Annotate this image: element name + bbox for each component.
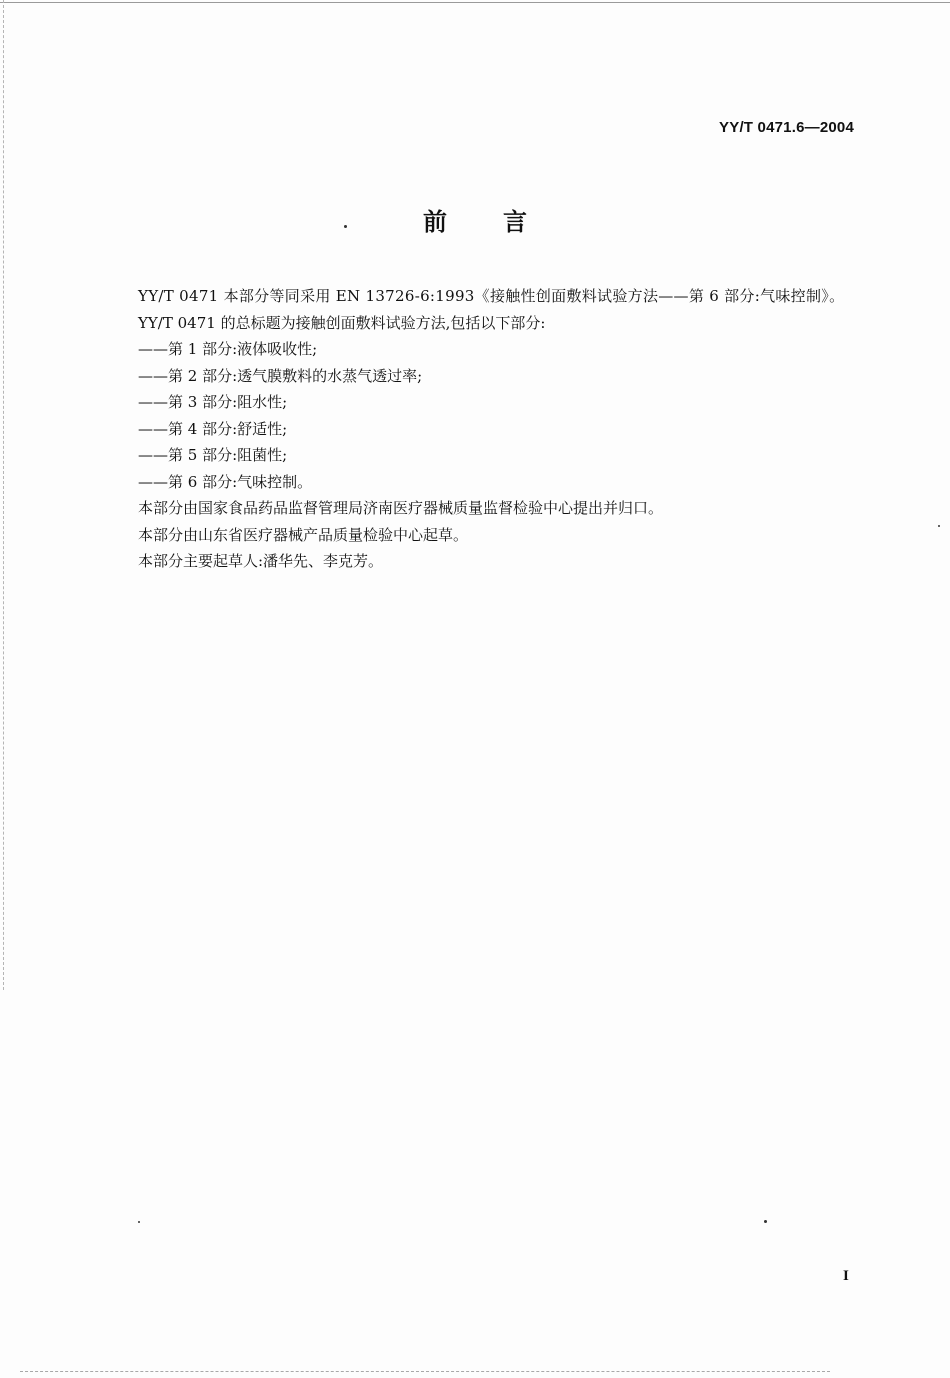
part-list-item: ——第 2 部分:透气膜敷料的水蒸气透过率; — [138, 366, 423, 385]
scan-edge-left — [3, 0, 4, 990]
scan-speck — [138, 1221, 140, 1223]
drafters-paragraph: 本部分主要起草人:潘华先、李克芳。 — [138, 552, 384, 570]
page-title: 前言 — [423, 208, 583, 236]
scan-speck — [764, 1220, 767, 1223]
scan-edge-top — [0, 2, 950, 3]
part-list-item: ——第 6 部分:气味控制。 — [138, 472, 313, 491]
adoption-paragraph: YY/T 0471 本部分等同采用 EN 13726-6:1993《接触性创面敷料试验方法——第 6 部分:气味控制》。 — [138, 287, 845, 305]
page-number: I — [843, 1268, 849, 1284]
part-list-item: ——第 3 部分:阻水性; — [138, 393, 288, 411]
proposer-paragraph: 本部分由国家食品药品监督管理局济南医疗器械质量监督检验中心提出并归口。 — [138, 499, 664, 517]
foreword-body — [105, 283, 855, 575]
scan-speck — [938, 525, 940, 527]
part-list-item: ——第 5 部分:阻菌性; — [138, 446, 288, 464]
drafter-org-paragraph: 本部分由山东省医疗器械产品质量检验中心起草。 — [138, 525, 469, 544]
scan-edge-bottom — [20, 1371, 830, 1372]
general-title-paragraph: YY/T 0471 的总标题为接触创面敷料试验方法,包括以下部分: — [138, 313, 546, 332]
part-list-item: ——第 4 部分:舒适性; — [138, 419, 288, 438]
standard-code: YY/T 0471.6—2004 — [719, 119, 854, 136]
part-list-item: ——第 1 部分:液体吸收性; — [138, 340, 318, 358]
